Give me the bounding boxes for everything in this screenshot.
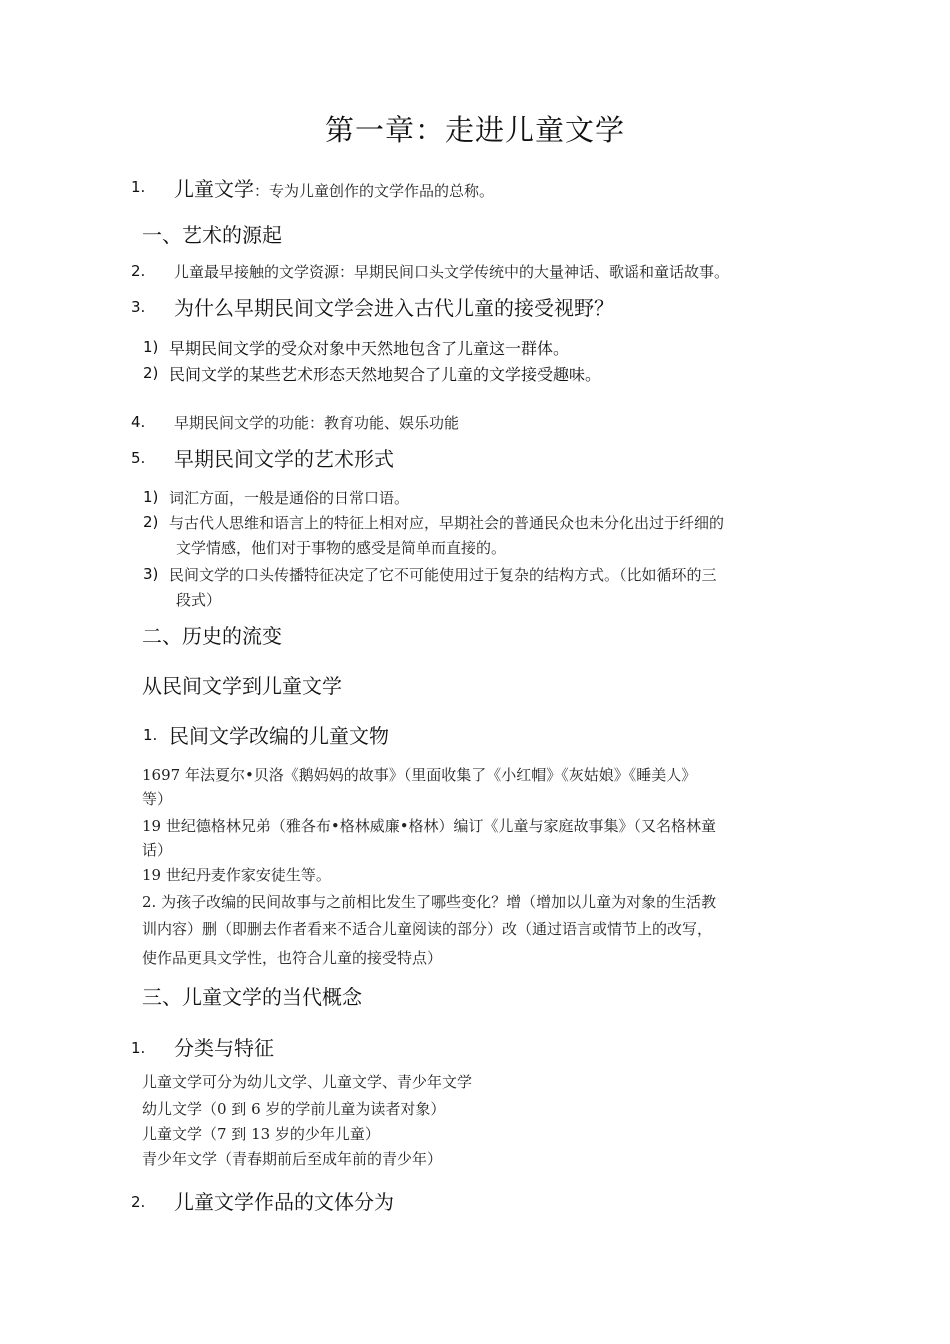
- section-3-item-2-number: 2.: [131, 1193, 146, 1211]
- history-line-3: 19 世纪德格林兄弟（雅各布•格林威廉•格林）编订《儿童与家庭故事集》（又名格林童: [142, 817, 717, 835]
- item-5-sub-2-line-2: 文学情感，他们对于事物的感受是简单而直接的。: [176, 539, 507, 557]
- item-3-number: 3.: [131, 298, 146, 316]
- history-line-5: 19 世纪丹麦作家安徒生等。: [142, 866, 331, 884]
- history-line-1: 1697 年法夏尔•贝洛《鹅妈妈的故事》（里面收集了《小红帽》《灰姑娘》《睡美人》: [142, 766, 697, 784]
- history-line-2: 等）: [142, 790, 173, 808]
- section-2-item-1-text: 民间文学改编的儿童文物: [169, 724, 389, 748]
- class-line-3: 儿童文学（7 到 13 岁的少年儿童）: [142, 1125, 380, 1143]
- change-line-2: 训内容）删（即删去作者看来不适合儿童阅读的部分）改（通过语言或情节上的改写，: [142, 920, 713, 938]
- item-4-text: 早期民间文学的功能：教育功能、娱乐功能: [174, 414, 460, 432]
- item-5-sub-2-line-1: 与古代人思维和语言上的特征上相对应，早期社会的普通民众也未分化出过于纤细的: [169, 514, 725, 532]
- section-2-subheading: 从民间文学到儿童文学: [142, 674, 342, 698]
- item-3-text: 为什么早期民间文学会进入古代儿童的接受视野？: [174, 296, 614, 320]
- item-5-text: 早期民间文学的艺术形式: [174, 447, 394, 471]
- item-1: [174, 173, 494, 202]
- item-5-sub-3-number: 3): [143, 565, 159, 583]
- item-5-sub-3-line-2: 段式）: [176, 591, 222, 609]
- item-5-sub-3-line-1: 民间文学的口头传播特征决定了它不可能使用过于复杂的结构方式。（比如循环的三: [169, 566, 717, 584]
- section-3-item-2-text: 儿童文学作品的文体分为: [174, 1190, 394, 1214]
- class-line-4: 青少年文学（青春期前后至成年前的青少年）: [142, 1150, 443, 1168]
- item-3-sub-1-text: 早期民间文学的受众对象中天然地包含了儿童这一群体。: [169, 339, 570, 358]
- item-4-number: 4.: [131, 413, 146, 431]
- item-5-sub-2-number: 2): [143, 513, 159, 531]
- section-3-heading: 三、儿童文学的当代概念: [142, 985, 362, 1009]
- item-1-number: 1.: [131, 178, 146, 196]
- item-3-sub-2-text: 民间文学的某些艺术形态天然地契合了儿童的文学接受趣味。: [169, 365, 602, 384]
- item-5-number: 5.: [131, 449, 146, 467]
- section-3-item-1-text: 分类与特征: [174, 1036, 274, 1060]
- change-line-3: 使作品更具文学性，也符合儿童的接受特点）: [142, 949, 443, 967]
- section-3-item-1-number: 1.: [131, 1039, 146, 1057]
- item-5-sub-1-text: 词汇方面，一般是通俗的日常口语。: [169, 489, 410, 507]
- page-title: 第一章：走进儿童文学: [324, 113, 625, 147]
- item-1-term: 儿童文学: [174, 177, 254, 201]
- section-2-heading: 二、历史的流变: [142, 624, 282, 648]
- section-1-heading: 一、艺术的源起: [142, 223, 282, 247]
- section-2-item-1-number: 1.: [143, 726, 158, 744]
- item-3-sub-1-number: 1): [143, 338, 159, 356]
- item-5-sub-1-number: 1): [143, 488, 159, 506]
- item-2-number: 2.: [131, 262, 146, 280]
- item-2-text: 儿童最早接触的文学资源：早期民间口头文学传统中的大量神话、歌谣和童话故事。: [174, 263, 730, 281]
- change-line-1: 2. 为孩子改编的民间故事与之前相比发生了哪些变化？增（增加以儿童为对象的生活教: [142, 893, 717, 911]
- class-line-2: 幼儿文学（0 到 6 岁的学前儿童为读者对象）: [142, 1100, 446, 1118]
- class-line-1: 儿童文学可分为幼儿文学、儿童文学、青少年文学: [142, 1073, 473, 1091]
- item-1-desc: ：专为儿童创作的文学作品的总称。: [254, 182, 495, 200]
- item-3-sub-2-number: 2): [143, 364, 159, 382]
- history-line-4: 话）: [142, 841, 173, 859]
